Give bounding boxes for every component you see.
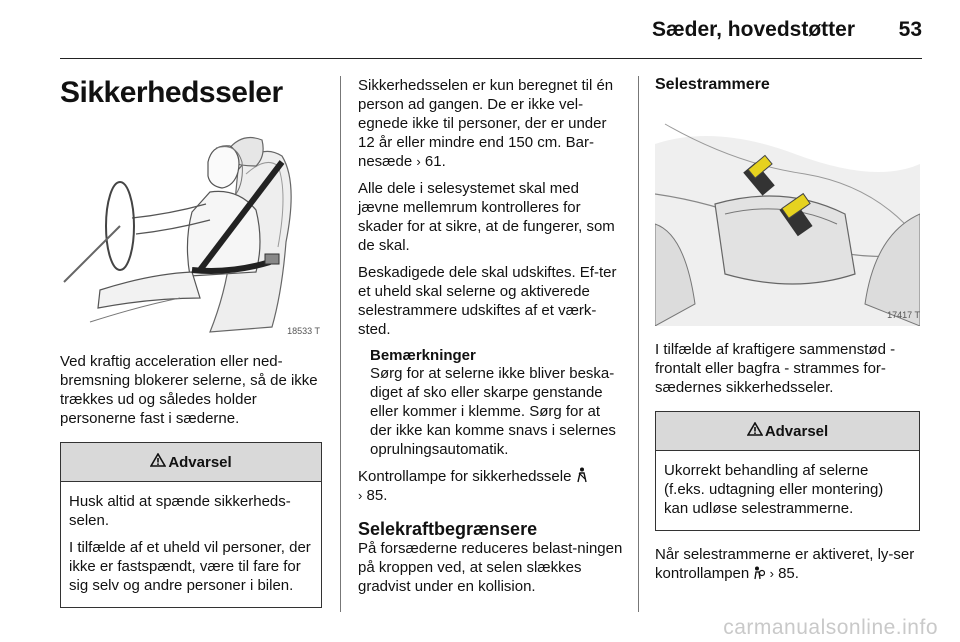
header-title: Sæder, hovedstøtter <box>651 18 855 41</box>
column-divider-2 <box>638 76 639 612</box>
warning-header <box>656 412 919 451</box>
lamp-ref: 85. <box>366 487 388 504</box>
warning-label: Advarsel <box>168 453 232 471</box>
warning-text-1: Husk altid at spænde sikkerheds-selen. <box>69 493 291 529</box>
lamp-text: Kontrollampe for sikkerhedssele <box>358 468 572 485</box>
warning-text-2: I tilfælde af et uheld vil personer, der ikke er fastspændt, være til fare for sig selv og andre personer i bilen. <box>69 539 311 594</box>
paragraph-usage <box>358 76 623 171</box>
column-2 <box>358 76 623 596</box>
seatbelt-driver-illustration <box>60 122 322 340</box>
warning-body <box>656 451 919 530</box>
note-text: Sørg for at selerne ikke bliver beska-diget af sko eller skarpe genstande eller kommer i klemme. Sørg for at der ikke kan komme snavs i selernes oprulningsautomatik. <box>370 365 616 458</box>
paragraph-inspection: Alle dele i selesystemet skal med jævne mellemrum kontrolleres for skader for at sikre, at de fungerer, som de skal. <box>358 180 615 254</box>
watermark: carmanualsonline.info <box>723 616 938 639</box>
lamp-paragraph <box>358 467 623 505</box>
figure-code: 18533 T <box>287 326 320 336</box>
pretensioner-figure <box>655 104 920 326</box>
page-number: 53 <box>898 18 922 41</box>
lamp-activated-paragraph <box>655 545 920 583</box>
airbag-lamp-icon <box>753 565 765 582</box>
column-1 <box>60 76 322 608</box>
warning-text: Ukorrekt behandling af selerne (f.eks. udtagning eller montering) kan udløse selestrammerne. <box>664 462 884 517</box>
header-rule <box>60 58 922 59</box>
lamp-activated-text: Når selestrammerne er aktiveret, ly-ser kontrollampen <box>655 546 915 582</box>
usage-ref: 61. <box>424 153 446 170</box>
page-reference-arrow-icon: › <box>358 488 363 503</box>
seatbelt-lamp-icon <box>576 468 588 485</box>
warning-box <box>60 442 322 608</box>
warning-box <box>655 411 920 531</box>
load-limiter-text: På forsæderne reduceres belast-ningen på kroppen ved, at selen slækkes gradvist under en kollision. <box>358 540 623 595</box>
column-divider-1 <box>340 76 341 612</box>
warning-triangle-icon <box>150 453 166 471</box>
pretensioner-paragraph: I tilfælde af kraftigere sammenstød - frontalt eller bagfra - strammes for-sædernes sikkerhedsseler. <box>655 341 896 396</box>
page-reference-arrow-icon: › <box>769 566 774 581</box>
paragraph-replacement: Beskadigede dele skal udskiftes. Ef-ter et uheld skal selerne og aktiverede selestrammere udskiftes af et værk-sted. <box>358 264 617 338</box>
intro-paragraph: Ved kraftig acceleration eller ned-bremsning blokerer selerne, så de ikke trækkes ud og således holder personerne fast i sæderne. <box>60 353 318 427</box>
warning-label: Advarsel <box>764 422 829 440</box>
note-block <box>358 347 623 459</box>
section-title: Sikkerhedsseler <box>60 76 283 109</box>
warning-triangle-icon <box>747 422 763 440</box>
page-reference-arrow-icon: › <box>416 154 421 169</box>
driver-figure <box>60 122 322 340</box>
column-3 <box>655 76 920 583</box>
warning-body <box>61 482 321 607</box>
subheading-load-limiter: Selekraftbegrænsere <box>358 519 538 539</box>
lamp-activated-ref: 85. <box>778 565 799 582</box>
note-title: Bemærkninger <box>370 347 476 364</box>
subheading-pretensioners: Selestrammere <box>655 76 770 93</box>
figure-code: 17417 T <box>887 310 920 320</box>
usage-text: Sikkerhedsselen er kun beregnet til én person ad gangen. De er ikke vel-egnede ikke til personer, der er under 12 år eller mindre end 150 cm. Bar-nesæde <box>358 77 614 170</box>
warning-header <box>61 443 321 482</box>
pretensioner-illustration <box>655 104 920 326</box>
